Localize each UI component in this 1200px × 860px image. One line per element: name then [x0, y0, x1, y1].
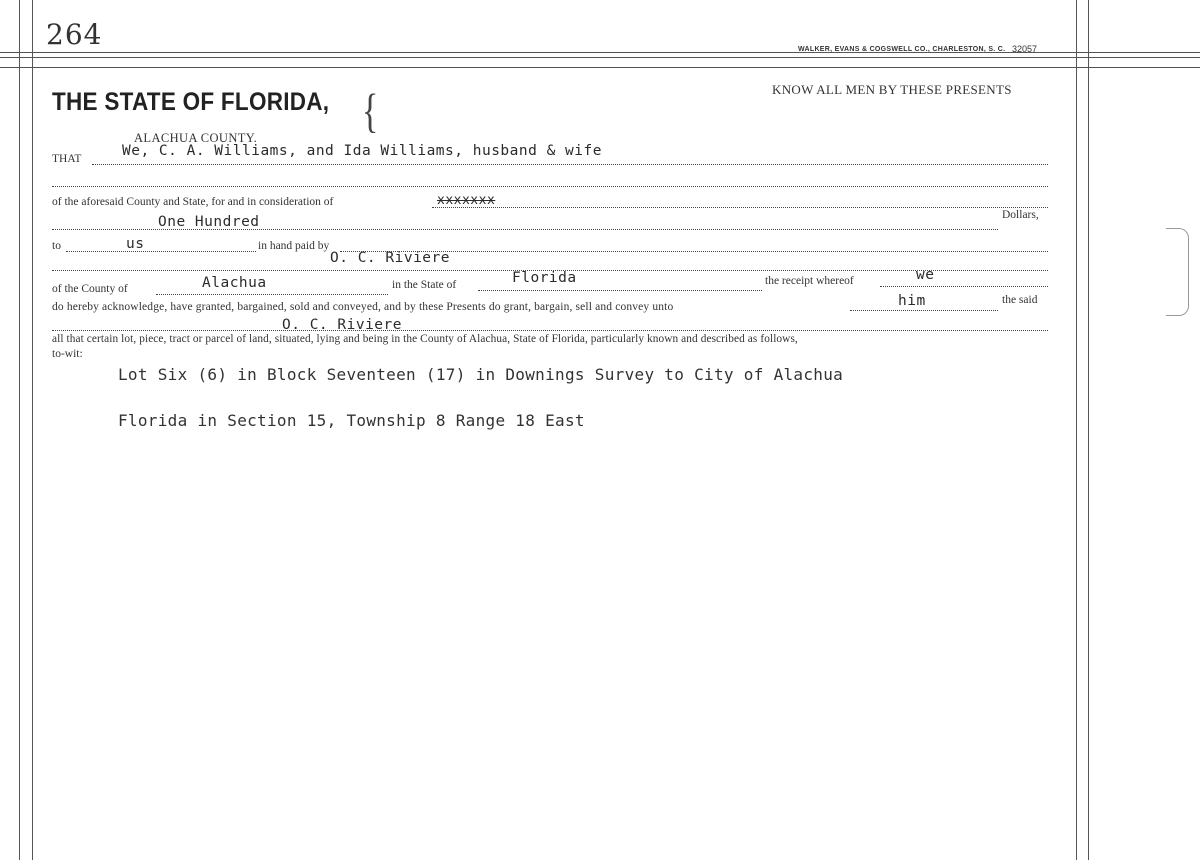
county-value: Alachua [202, 275, 267, 291]
receipt-value: we [916, 267, 935, 283]
left-margin-rule-inner [32, 0, 33, 860]
know-all-men-heading: KNOW ALL MEN BY THESE PRESENTS [772, 82, 1012, 97]
dollars-label: Dollars, [1002, 209, 1039, 221]
county-of-line [156, 294, 388, 295]
right-margin-rule-outer [1088, 0, 1089, 860]
state-value: Florida [512, 270, 577, 286]
page-number: 264 [46, 18, 103, 51]
receipt-label: the receipt whereof [765, 275, 854, 287]
left-margin-rule-outer [19, 0, 20, 860]
to-wit-label: to-wit: [52, 348, 83, 360]
right-margin-rule-inner [1076, 0, 1077, 860]
that-label: THAT [52, 153, 82, 165]
county-of-label: of the County of [52, 283, 128, 295]
acknowledge-label: do hereby acknowledge, have granted, bargained, sold and conveyed, and by these Presents do grant, bargain, sell and convey unto [52, 301, 674, 313]
legal-description-line-1: Lot Six (6) in Block Seventeen (17) in Downings Survey to City of Alachua [118, 365, 844, 384]
paid-by-label: in hand paid by [258, 240, 330, 252]
county-heading: ALACHUA COUNTY. [134, 131, 258, 145]
unto-line [850, 310, 998, 311]
the-said-label: the said [1002, 294, 1038, 306]
brace-mark: { [362, 86, 379, 138]
blank-line [52, 186, 1048, 187]
form-number: 32057 [1012, 44, 1038, 54]
consideration-struck-value: xxxxxxx [437, 193, 496, 208]
parcel-label: all that certain lot, piece, tract or parcel of land, situated, lying and being in the County of Alachua, State of Florida, particularly known and described as follows, [52, 333, 798, 345]
grantor-value: We, C. A. Williams, and Ida Williams, husband & wife [122, 143, 602, 159]
receipt-line [880, 286, 1048, 287]
grantor-line [92, 164, 1048, 165]
paid-by-value: O. C. Riviere [330, 250, 450, 266]
to-line [66, 251, 256, 252]
state-of-label: in the State of [392, 279, 457, 291]
state-title: THE STATE OF FLORIDA, [52, 88, 330, 116]
top-rule-3 [0, 67, 1200, 68]
printer-imprint: WALKER, EVANS & COGSWELL CO., CHARLESTON, S. C. [798, 46, 1006, 53]
state-of-line [478, 290, 762, 291]
top-rule-2 [0, 57, 1200, 58]
to-label: to [52, 240, 61, 252]
consideration-label: of the aforesaid County and State, for and in consideration of [52, 196, 334, 208]
binder-hole [1166, 228, 1189, 316]
consideration-line [432, 207, 1048, 208]
unto-value: him [898, 293, 926, 309]
legal-description-line-2: Florida in Section 15, Township 8 Range 18 East [118, 411, 585, 430]
grantee-value: O. C. Riviere [282, 317, 402, 333]
to-value: us [126, 236, 145, 252]
amount-words: One Hundred [158, 214, 260, 230]
grantee-line [52, 330, 1048, 331]
